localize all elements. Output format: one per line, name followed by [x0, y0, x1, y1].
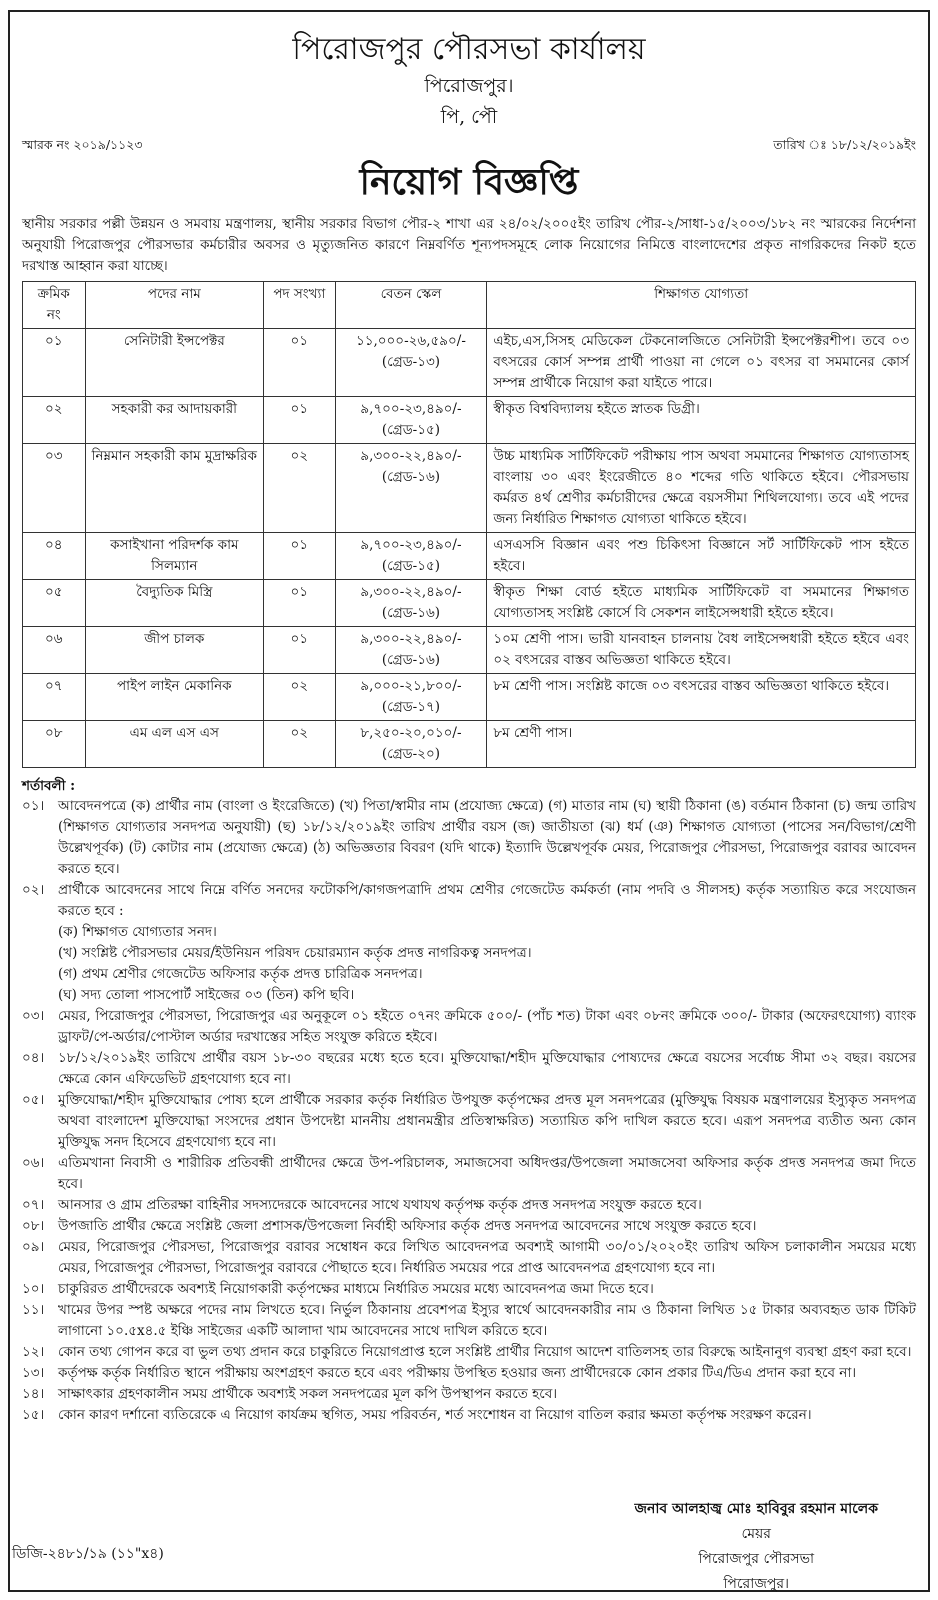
- condition-item: [22, 1300, 916, 1342]
- qualification-cell: ৮ম শ্রেণী পাস। সংশ্লিষ্ট কাজে ০৩ বৎসরের বাস্তব অভিজ্ঞতা থাকিতে হইবে।: [487, 674, 916, 721]
- notice-date: তারিখ ঃ ১৮/১২/২০১৯ইং: [773, 137, 916, 152]
- serial-cell: ০৬: [23, 627, 86, 674]
- pay-scale: ৯,৩০০-২২,৪৯০/-: [360, 584, 462, 600]
- serial-cell: ০৫: [23, 580, 86, 627]
- post-count-cell: ০২: [264, 721, 335, 768]
- condition-text: মেয়র, পিরোজপুর পৌরসভা, পিরোজপুর বরাবর সম্বোধন করে লিখিত আবেদনপত্র অবশ্যই আগামী ৩০/০১/২০২০ইং তারিখ অফিস চলাকালীন সময়ের মধ্যে মেয়র, পিরোজপুর পৌরসভা, পিরোজপুর বরাবরে পৌছাতে হবে। নির্ধারিত সময়ের পরে প্রাপ্ত আবেদনপত্র গ্রহণযোগ্য হবে না।: [58, 1239, 916, 1276]
- condition-number: ১২।: [22, 1344, 45, 1360]
- vacancy-table: [22, 281, 916, 768]
- pay-scale: ৯,৩০০-২২,৪৯০/-: [360, 448, 462, 464]
- qualification-cell: এসএসসি বিজ্ঞান এবং পশু চিকিৎসা বিজ্ঞানে সর্ট সার্টিফিকেট পাস হইতে হইবে।: [487, 533, 916, 580]
- condition-number: ১১।: [22, 1302, 45, 1318]
- pay-grade: (গ্রেড-১৫): [381, 422, 440, 438]
- pay-scale-cell: [335, 329, 487, 397]
- condition-item: [22, 880, 916, 922]
- condition-subitem: (ক) শিক্ষাগত যোগ্যতার সনদ।: [58, 924, 217, 940]
- column-header: শিক্ষাগত যোগ্যতা: [487, 282, 916, 329]
- condition-text: মুক্তিযোদ্ধা/শহীদ মুক্তিযোদ্ধার পোষ্য হলে প্রার্থীকে সরকার কর্তৃক নির্ধারিত উপযুক্ত কর্তৃপক্ষের প্রদত্ত মূল সনদপত্রের (মুক্তিযুদ্ধ বিষয়ক মন্ত্রণালয়ের ইস্যুকৃত সনদপত্র অথবা বাংলাদেশ মুক্তিযোদ্ধা সংসদের প্রধান উপদেষ্টা মাননীয় প্রধানমন্ত্রীর প্রতিস্বাক্ষরিত) সত্যায়িত কপি দাখিল করতে হবে। এরূপ সনদপত্র ব্যতীত অন্য কোন মুক্তিযুদ্ধ সনদ হিসেবে গ্রহণযোগ্য হবে না।: [58, 1092, 916, 1150]
- condition-subitem: (খ) সংশ্লিষ্ট পৌরসভার মেয়র/ইউনিয়ন পরিষদ চেয়ারম্যান কর্তৃক প্রদত্ত নাগরিকত্ব সনদপত্র।: [58, 945, 532, 961]
- condition-number: ০২।: [22, 882, 45, 898]
- post-count-cell: ০২: [264, 674, 335, 721]
- pay-scale-cell: [335, 444, 487, 533]
- pay-grade: (গ্রেড-১৬): [381, 652, 441, 668]
- condition-number: ০৪।: [22, 1050, 45, 1066]
- post-count-cell: ০১: [264, 329, 335, 397]
- post-name-cell: সেনিটারী ইন্সপেক্টর: [85, 329, 264, 397]
- condition-number: ০১।: [22, 798, 45, 814]
- column-header: ক্রমিক নং: [23, 282, 86, 329]
- condition-text: উপজাতি প্রার্থীর ক্ষেত্রে সংশ্লিষ্ট জেলা প্রশাসক/উপজেলা নির্বাহী অফিসার কর্তৃক প্রদত্ত সনদপত্র আবেদনের সাথে সংযুক্ত করতে হবে।: [58, 1218, 757, 1234]
- condition-item: [22, 1153, 916, 1195]
- column-header: পদ সংখ্যা: [264, 282, 335, 329]
- condition-item: [22, 796, 916, 880]
- pay-scale-cell: [335, 533, 487, 580]
- post-name-cell: বৈদ্যুতিক মিস্ত্রি: [85, 580, 264, 627]
- condition-subitem: (ঘ) সদ্য তোলা পাসপোর্ট সাইজের ০৩ (তিন) কপি ছবি।: [58, 987, 355, 1003]
- condition-number: ০৭।: [22, 1197, 45, 1213]
- table-row: [23, 721, 916, 768]
- qualification-cell: ১০ম শ্রেণী পাস। ভারী যানবাহন চালনায় বৈধ লাইসেন্সধারী হইতে হইবে এবং ০২ বৎসরের বাস্তব অভিজ্ঞতা থাকিতে হইবে।: [487, 627, 916, 674]
- signature-block: [634, 1497, 878, 1597]
- condition-text: সাক্ষাৎকার গ্রহণকালীন সময় প্রার্থীকে অবশ্যই সকল সনদপত্রের মূল কপি উপস্থাপন করতে হবে।: [58, 1386, 558, 1402]
- condition-item: [22, 1279, 916, 1300]
- condition-number: ০৮।: [22, 1218, 45, 1234]
- memo-number: স্মারক নং ২০১৯/১১২৩: [22, 137, 143, 152]
- reference-row: [22, 136, 916, 154]
- table-row: [23, 674, 916, 721]
- qualification-cell: স্বীকৃত বিশ্ববিদ্যালয় হইতে স্নাতক ডিগ্রী।: [487, 397, 916, 444]
- signatory-city: পিরোজপুর।: [723, 1576, 790, 1592]
- table-row: [23, 329, 916, 397]
- post-count-cell: ০১: [264, 627, 335, 674]
- post-name-cell: জীপ চালক: [85, 627, 264, 674]
- pay-grade: (গ্রেড-১৫): [381, 558, 440, 574]
- condition-item: [22, 1216, 916, 1237]
- condition-item: [22, 1237, 916, 1279]
- condition-text: এতিমখানা নিবাসী ও শারীরিক প্রতিবন্ধী প্রার্থীদের ক্ষেত্রে উপ-পরিচালক, সমাজসেবা অধিদপ্তর/উপজেলা সমাজসেবা অফিসার কর্তৃক প্রদত্ত সনদপত্র জমা দিতে হবে।: [58, 1155, 916, 1192]
- conditions-title: শর্তাবলী :: [22, 778, 76, 794]
- serial-cell: ০২: [23, 397, 86, 444]
- serial-cell: ০৭: [23, 674, 86, 721]
- footer-code: ডিজি-২৪৮১/১৯ (১১"x৪): [12, 1546, 164, 1562]
- serial-cell: ০৪: [23, 533, 86, 580]
- column-header: পদের নাম: [85, 282, 264, 329]
- signatory-title: মেয়র: [741, 1526, 771, 1542]
- pay-scale-cell: [335, 580, 487, 627]
- pay-grade: (গ্রেড-২০): [381, 746, 441, 762]
- condition-number: ১০।: [22, 1281, 45, 1297]
- condition-subitem: (গ) প্রথম শ্রেণীর গেজেটেড অফিসার কর্তৃক প্রদত্ত চারিত্রিক সনদপত্র।: [58, 966, 423, 982]
- condition-text: আবেদনপত্রে (ক) প্রার্থীর নাম (বাংলা ও ইংরেজিতে) (খ) পিতা/স্বামীর নাম (প্রযোজ্য ক্ষেত্রে) (গ) মাতার নাম (ঘ) স্থায়ী ঠিকানা (ঙ) বর্তমান ঠিকানা (চ) জন্ম তারিখ (শিক্ষাগত যোগ্যতার সনদপত্র অনুযায়ী) (ছ) ১৮/১২/২০১৯ইং তারিখ প্রার্থীর বয়স (জ) জাতীয়তা (ঝ) ধর্ম (ঞ) শিক্ষাগত যোগ্যতা (পাসের সন/বিভাগ/শ্রেণী উল্লেখপূর্বক) (ট) কোটার নাম (প্রযোজ্য ক্ষেত্রে) (ঠ) অভিজ্ঞতার বিবরণ (যদি থাকে) ইত্যাদি উল্লেখপূর্বক মেয়র, পিরোজপুর পৌরসভা, পিরোজপুর বরাবর আবেদন করতে হবে।: [58, 798, 916, 877]
- pay-grade: (গ্রেড-১৭): [381, 699, 441, 715]
- qualification-cell: ৮ম শ্রেণী পাস।: [487, 721, 916, 768]
- serial-cell: ০৩: [23, 444, 86, 533]
- condition-item: [22, 1090, 916, 1153]
- pay-scale: ৯,৩০০-২২,৪৯০/-: [360, 631, 462, 647]
- pay-scale: ৮,২৫০-২০,০১০/-: [360, 725, 462, 741]
- office-city: পিরোজপুর।: [424, 75, 514, 97]
- post-count-cell: ০১: [264, 580, 335, 627]
- office-name: পিরোজপুর পৌরসভা কার্যালয়: [292, 32, 646, 67]
- pay-grade: (গ্রেড-১৩): [381, 354, 441, 370]
- condition-item: [22, 1405, 916, 1426]
- table-row: [23, 580, 916, 627]
- condition-number: ১৩।: [22, 1365, 45, 1381]
- condition-text: খামের উপর স্পষ্ট অক্ষরে পদের নাম লিখতে হবে। নির্ভুল ঠিকানায় প্রবেশপত্র ইস্যুর স্বার্থে আবেদনকারীর নাম ও ঠিকানা লিখিত ১৫ টাকার অব্যবহৃত ডাক টিকিট লাগানো ১০.৫x৪.৫ ইঞ্চি সাইজের একটি আলাদা খাম আবেদনের সাথে দাখিল করিতে হবে।: [58, 1302, 916, 1339]
- column-header: বেতন স্কেল: [335, 282, 487, 329]
- conditions-list: [22, 796, 916, 1426]
- post-name-cell: পাইপ লাইন মেকানিক: [85, 674, 264, 721]
- post-name-cell: এম এল এস এস: [85, 721, 264, 768]
- pay-scale-cell: [335, 721, 487, 768]
- pay-scale: ৯,৭০০-২৩,৪৯০/-: [360, 537, 462, 553]
- post-count-cell: ০১: [264, 533, 335, 580]
- post-name-cell: সহকারী কর আদায়কারী: [85, 397, 264, 444]
- pay-scale-cell: [335, 397, 487, 444]
- condition-number: ০৫।: [22, 1092, 45, 1108]
- condition-text: কোন তথ্য গোপন করে বা ভুল তথ্য প্রদান করে চাকুরিতে নিয়োগপ্রাপ্ত হলে সংশ্লিষ্ট প্রার্থীর নিয়োগ আদেশ বাতিলসহ তার বিরুদ্ধে আইনানুগ ব্যবস্থা গ্রহণ করা হবে।: [58, 1344, 912, 1360]
- condition-item: [22, 1342, 916, 1363]
- notice-document: [8, 10, 930, 1592]
- condition-item: [22, 1006, 916, 1048]
- condition-number: ১৫।: [22, 1407, 45, 1423]
- condition-text: কর্তৃপক্ষ কর্তৃক নির্ধারিত স্থানে পরীক্ষায় অংশগ্রহণ করতে হবে এবং পরীক্ষায় উপস্থিত হওয়ার জন্য প্রার্থীদেরকে কোন প্রকার টিএ/ডিএ প্রদান করা হবে না।: [58, 1365, 857, 1381]
- condition-number: ০৯।: [22, 1239, 45, 1255]
- condition-number: ১৪।: [22, 1386, 45, 1402]
- pay-scale: ১১,০০০-২৬,৫৯০/-: [355, 333, 466, 349]
- office-abbr: পি, পৌ: [440, 106, 498, 128]
- serial-cell: ০৮: [23, 721, 86, 768]
- table-row: [23, 627, 916, 674]
- condition-item: [22, 1363, 916, 1384]
- table-row: [23, 533, 916, 580]
- condition-number: ০৬।: [22, 1155, 45, 1171]
- condition-text: ১৮/১২/২০১৯ইং তারিখে প্রার্থীর বয়স ১৮-৩০ বছরের মধ্যে হতে হবে। মুক্তিযোদ্ধা/শহীদ মুক্তিযোদ্ধার পোষ্যদের ক্ষেত্রে বয়সের সর্বোচ্চ সীমা ৩২ বছর। বয়সের ক্ষেত্রে কোন এফিডেভিট গ্রহণযোগ্য হবে না।: [58, 1050, 916, 1087]
- signatory-name: জনাব আলহাজ্ব মোঃ হাবিবুর রহমান মালেক: [634, 1501, 878, 1517]
- qualification-cell: এইচ,এস,সিসহ মেডিকেল টেকনোলজিতে সেনিটারী ইন্সপেক্টরশীপ। তবে ০৩ বৎসরের কোর্স সম্পন্ন প্রার্থী পাওয়া না গেলে ০১ বৎসর বা সমমানের কোর্স সম্পন্ন প্রার্থীকে নিয়োগ করা যাইতে পারে।: [487, 329, 916, 397]
- post-name-cell: কসাইখানা পরিদর্শক কাম সিলম্যান: [85, 533, 264, 580]
- condition-text: প্রার্থীকে আবেদনের সাথে নিম্নে বর্ণিত সনদের ফটোকপি/কাগজপত্রাদি প্রথম শ্রেণীর গেজেটেড কর্মকর্তা (নাম পদবি ও সীলসহ) কর্তৃক সত্যায়িত করে সংযোজন করতে হবে :: [58, 882, 916, 919]
- condition-item: [22, 1195, 916, 1216]
- pay-scale-cell: [335, 674, 487, 721]
- condition-text: মেয়র, পিরোজপুর পৌরসভা, পিরোজপুর এর অনুকূলে ০১ হইতে ০৭নং ক্রমিকে ৫০০/- (পাঁচ শত) টাকা এবং ০৮নং ক্রমিকে ৩০০/- টাকার (অফেরৎযোগ্য) ব্যাংক ড্রাফট/পে-অর্ডার/পোস্টাল অর্ডার দরখাস্তের সহিত সংযুক্ত করিতে হইবে।: [58, 1008, 916, 1045]
- pay-grade: (গ্রেড-১৬): [381, 469, 441, 485]
- intro-paragraph: স্থানীয় সরকার পল্লী উন্নয়ন ও সমবায় মন্ত্রণালয়, স্থানীয় সরকার বিভাগ পৌর-২ শাখা এর ২৪/০২/২০০৫ইং তারিখ পৌর-২/সাধা-১৫/২০০৩/১৮২ নং স্মারকের নির্দেশনা অনুযায়ী পিরোজপুর পৌরসভার কর্মচারীর অবসর ও মৃত্যুজনিত কারণে নিম্নবর্ণিত শূন্যপদসমূহে লোক নিয়োগের নিমিত্তে বাংলাদেশের প্রকৃত নাগরিকদের নিকট হতে দরখাস্ত আহ্বান করা যাচ্ছে।: [22, 216, 916, 274]
- table-body: [23, 329, 916, 768]
- pay-scale-cell: [335, 627, 487, 674]
- post-count-cell: ০২: [264, 444, 335, 533]
- condition-text: আনসার ও গ্রাম প্রতিরক্ষা বাহিনীর সদস্যদেরকে আবেদনের সাথে যথাযথ কর্তৃপক্ষ কর্তৃক প্রদত্ত সনদপত্র সংযুক্ত করতে হবে।: [58, 1197, 702, 1213]
- condition-item: [22, 1384, 916, 1405]
- post-name-cell: নিম্নমান সহকারী কাম মুদ্রাক্ষরিক: [85, 444, 264, 533]
- condition-item: [22, 1048, 916, 1090]
- notice-title: নিয়োগ বিজ্ঞপ্তি: [359, 161, 579, 203]
- table-row: [23, 397, 916, 444]
- table-row: [23, 444, 916, 533]
- qualification-cell: স্বীকৃত শিক্ষা বোর্ড হইতে মাধ্যমিক সার্টিফিকেট বা সমমানের শিক্ষাগত যোগ্যতাসহ সংশ্লিষ্ট কোর্সে বি সেকশন লাইসেন্সধারী হইতে হইবে।: [487, 580, 916, 627]
- qualification-cell: উচ্চ মাধ্যমিক সার্টিফিকেট পরীক্ষায় পাস অথবা সমমানের শিক্ষাগত যোগ্যতাসহ বাংলায় ৩০ এবং ইংরেজীতে ৪০ শব্দের গতি থাকিতে হইবে। পৌরসভায় কর্মরত ৪র্থ শ্রেণীর কর্মচারীদের ক্ষেত্রে বয়সসীমা শিথিলযোগ্য। তবে এই পদের জন্য নির্ধারিত শিক্ষাগত যোগ্যতা থাকিতে হইবে।: [487, 444, 916, 533]
- table-header-row: [23, 282, 916, 329]
- pay-scale: ৯,৭০০-২৩,৪৯০/-: [360, 401, 462, 417]
- serial-cell: ০১: [23, 329, 86, 397]
- condition-number: ০৩।: [22, 1008, 45, 1024]
- post-count-cell: ০১: [264, 397, 335, 444]
- condition-text: চাকুরিরত প্রার্থীদেরকে অবশ্যই নিয়োগকারী কর্তৃপক্ষের মাধ্যমে নির্ধারিত সময়ের মধ্যে আবেদনপত্র জমা দিতে হবে।: [58, 1281, 654, 1297]
- signatory-org: পিরোজপুর পৌরসভা: [698, 1551, 815, 1567]
- condition-text: কোন কারণ দর্শানো ব্যতিরেকে এ নিয়োগ কার্যক্রম স্থগিত, সময় পরিবর্তন, শর্ত সংশোধন বা নিয়োগ বাতিল করার ক্ষমতা কর্তৃপক্ষ সংরক্ষণ করেন।: [58, 1407, 812, 1423]
- pay-grade: (গ্রেড-১৬): [381, 605, 441, 621]
- pay-scale: ৯,০০০-২১,৮০০/-: [360, 678, 462, 694]
